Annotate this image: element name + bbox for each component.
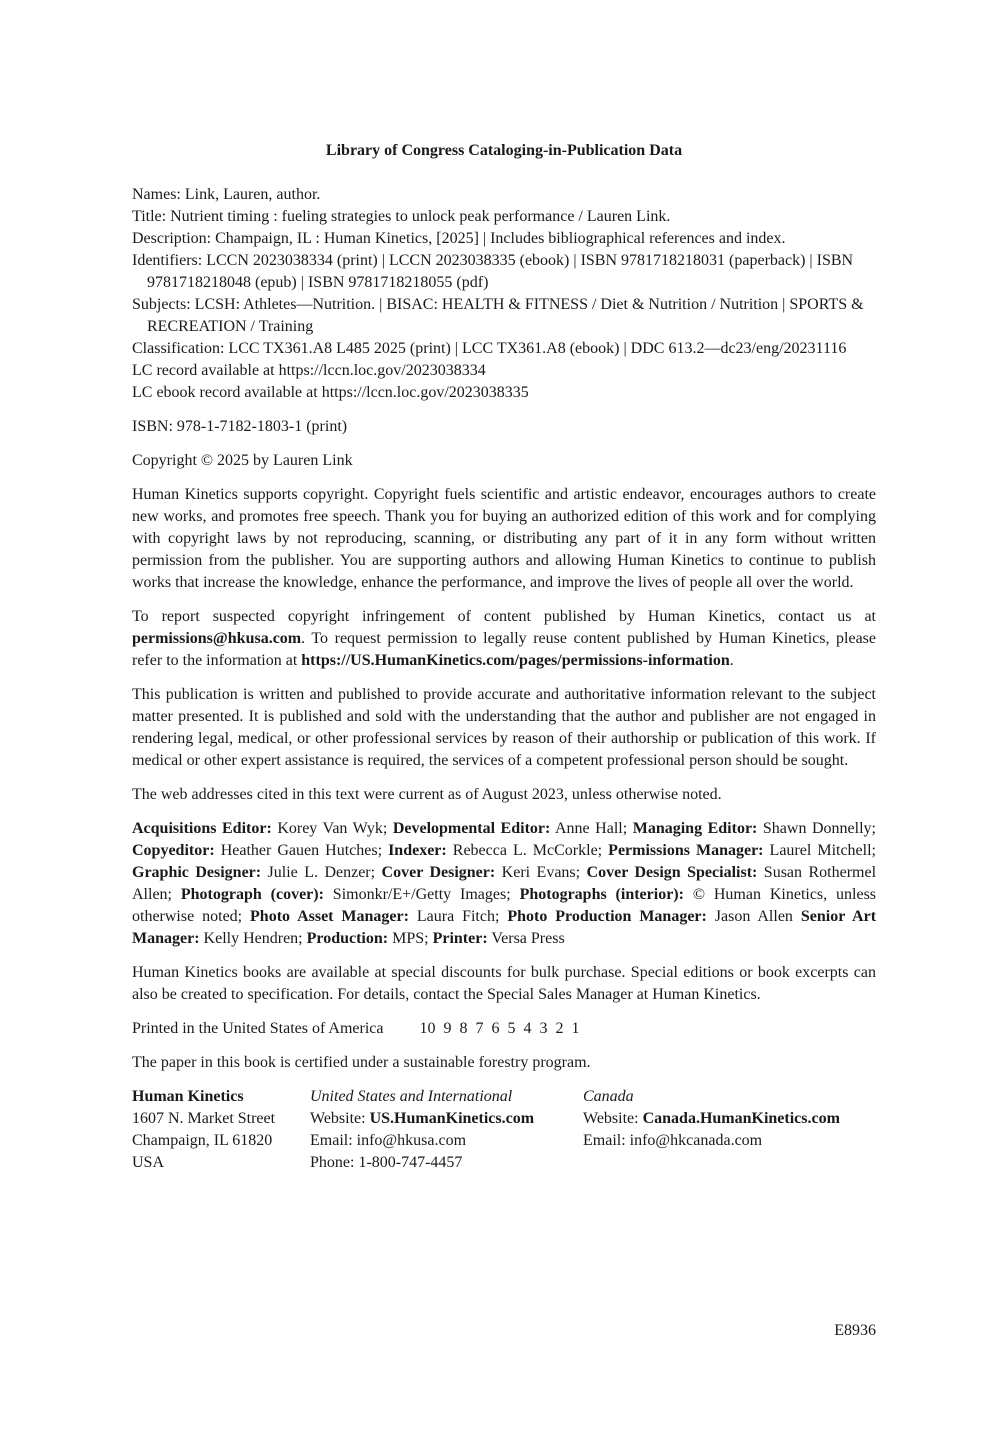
credits-paragraph bbox=[132, 818, 876, 950]
hk-city: Champaign, IL 61820 bbox=[132, 1132, 273, 1149]
canada-heading: Canada bbox=[583, 1088, 634, 1105]
credit-role: Production: bbox=[306, 930, 389, 947]
web-note: The web addresses cited in this text were current as of August 2023, unless otherwise noted. bbox=[132, 786, 722, 803]
us-website-label: Website: bbox=[310, 1110, 370, 1127]
credit-role: Acquisitions Editor: bbox=[132, 820, 272, 837]
canada-website-label: Website: bbox=[583, 1110, 643, 1127]
credit-name: © Human Kinetics, unless otherwise noted; bbox=[132, 886, 877, 925]
cip-heading: Library of Congress Cataloging-in-Publication Data bbox=[325, 142, 683, 159]
credit-role: Printer: bbox=[432, 930, 488, 947]
credit-name: Julie L. Denzer; bbox=[261, 864, 382, 881]
credit-name: Susan Rothermel Allen; bbox=[132, 864, 877, 903]
credit-name: Shawn Donnelly; bbox=[757, 820, 876, 837]
us-contact-column bbox=[310, 1086, 583, 1174]
credit-role: Indexer: bbox=[388, 842, 447, 859]
cip-subjects: Subjects: LCSH: Athletes—Nutrition. | BISAC: HEALTH & FITNESS / Diet & Nutrition / Nutrition | SPORTS & RECREATION / Training bbox=[132, 296, 864, 335]
printed-line bbox=[132, 1018, 876, 1040]
permissions-email-link[interactable]: permissions@hkusa.com bbox=[132, 630, 302, 647]
credit-name: Heather Gauen Hutches; bbox=[214, 842, 389, 859]
us-heading: United States and International bbox=[310, 1088, 513, 1105]
us-email[interactable]: Email: info@hkusa.com bbox=[310, 1132, 467, 1149]
cip-classification: Classification: LCC TX361.A8 L485 2025 (print) | LCC TX361.A8 (ebook) | DDC 613.2—dc23/eng/20231116 bbox=[132, 340, 847, 357]
credit-role: Permissions Manager: bbox=[608, 842, 764, 859]
cip-description: Description: Champaign, IL : Human Kinetics, [2025] | Includes bibliographical references and index. bbox=[132, 230, 786, 247]
credit-role: Photo Production Manager: bbox=[507, 908, 707, 925]
credit-role: Cover Designer: bbox=[381, 864, 496, 881]
credit-name: Rebecca L. McCorkle; bbox=[446, 842, 609, 859]
printed-country: Printed in the United States of America bbox=[132, 1020, 384, 1037]
canada-website-link[interactable]: Canada.HumanKinetics.com bbox=[642, 1110, 840, 1127]
credit-name: Korey Van Wyk; bbox=[271, 820, 393, 837]
hk-address-column bbox=[132, 1086, 310, 1174]
copyright-line: Copyright © 2025 by Lauren Link bbox=[132, 452, 353, 469]
credit-name: Versa Press bbox=[487, 930, 565, 947]
report-paragraph bbox=[132, 606, 876, 672]
printing-numbers: 10 9 8 7 6 5 4 3 2 1 bbox=[419, 1020, 580, 1037]
us-phone: Phone: 1-800-747-4457 bbox=[310, 1154, 463, 1171]
paper-note: The paper in this book is certified under a sustainable forestry program. bbox=[132, 1054, 591, 1071]
credit-role: Developmental Editor: bbox=[392, 820, 551, 837]
credit-name: MPS; bbox=[388, 930, 433, 947]
credit-name: Keri Evans; bbox=[495, 864, 587, 881]
copyright-page bbox=[132, 140, 876, 1174]
permissions-url-link[interactable]: https://US.HumanKinetics.com/pages/permissions-information bbox=[301, 652, 730, 669]
us-website-link[interactable]: US.HumanKinetics.com bbox=[369, 1110, 535, 1127]
credit-name: Simonkr/E+/Getty Images; bbox=[323, 886, 520, 903]
report-text-3: . bbox=[729, 652, 734, 669]
report-text-2: . To request permission to legally reuse content published by Human Kinetics, please refer to the information at bbox=[132, 630, 876, 669]
credit-role: Photo Asset Manager: bbox=[250, 908, 409, 925]
cip-lc-ebook-record: LC ebook record available at https://lccn.loc.gov/2023038335 bbox=[132, 384, 529, 401]
hk-name: Human Kinetics bbox=[132, 1088, 244, 1105]
credit-role: Managing Editor: bbox=[632, 820, 758, 837]
credit-name: Laura Fitch; bbox=[408, 908, 508, 925]
credit-name: Jason Allen bbox=[706, 908, 801, 925]
credit-name: Laurel Mitchell; bbox=[763, 842, 876, 859]
credit-role: Photograph (cover): bbox=[180, 886, 324, 903]
isbn-line: ISBN: 978-1-7182-1803-1 (print) bbox=[132, 418, 348, 435]
canada-email[interactable]: Email: info@hkcanada.com bbox=[583, 1132, 763, 1149]
credit-role: Senior Art Manager: bbox=[132, 908, 877, 947]
disclaimer-paragraph: This publication is written and published to provide accurate and authoritative information relevant to the subject matter presented. It is published and sold with the understanding that the author and publisher are not engaged in rendering legal, medical, or other professional services by reason of their authorship or publication of this work. If medical or other expert assistance is required, the services of a competent professional person should be sought. bbox=[132, 686, 876, 769]
cip-identifiers: Identifiers: LCCN 2023038334 (print) | LCCN 2023038335 (ebook) | ISBN 9781718218031 (paperback) | ISBN 9781718218048 (epub) | ISBN 9781718218055 (pdf) bbox=[132, 252, 854, 291]
credit-role: Graphic Designer: bbox=[132, 864, 262, 881]
cip-lc-record: LC record available at https://lccn.loc.gov/2023038334 bbox=[132, 362, 486, 379]
hk-street: 1607 N. Market Street bbox=[132, 1110, 276, 1127]
cip-data-block bbox=[132, 184, 876, 404]
credit-role: Cover Design Specialist: bbox=[586, 864, 758, 881]
credit-name: Kelly Hendren; bbox=[199, 930, 307, 947]
product-code: E8936 bbox=[834, 1322, 876, 1339]
canada-contact-column bbox=[583, 1086, 876, 1174]
cip-names: Names: Link, Lauren, author. bbox=[132, 186, 321, 203]
bulk-purchase-paragraph: Human Kinetics books are available at special discounts for bulk purchase. Special editions or book excerpts can also be created to specification. For details, contact the Special Sales Manager at Human Kinetics. bbox=[132, 964, 876, 1003]
credit-role: Photographs (interior): bbox=[519, 886, 684, 903]
publisher-contacts bbox=[132, 1086, 876, 1174]
support-paragraph: Human Kinetics supports copyright. Copyright fuels scientific and artistic endeavor, encourages authors to create new works, and promotes free speech. Thank you for buying an authorized edition of this work and for complying with copyright laws by not reproducing, scanning, or distributing any part of it in any form without written permission from the publisher. You are supporting authors and allowing Human Kinetics to continue to publish works that increase the knowledge, enhance the performance, and improve the lives of people all over the world. bbox=[132, 486, 876, 591]
credit-name: Anne Hall; bbox=[550, 820, 633, 837]
hk-country: USA bbox=[132, 1154, 165, 1171]
report-text-1: To report suspected copyright infringement of content published by Human Kinetics, contact us at bbox=[132, 608, 876, 625]
credit-role: Copyeditor: bbox=[132, 842, 215, 859]
cip-title: Title: Nutrient timing : fueling strategies to unlock peak performance / Lauren Link. bbox=[132, 208, 671, 225]
